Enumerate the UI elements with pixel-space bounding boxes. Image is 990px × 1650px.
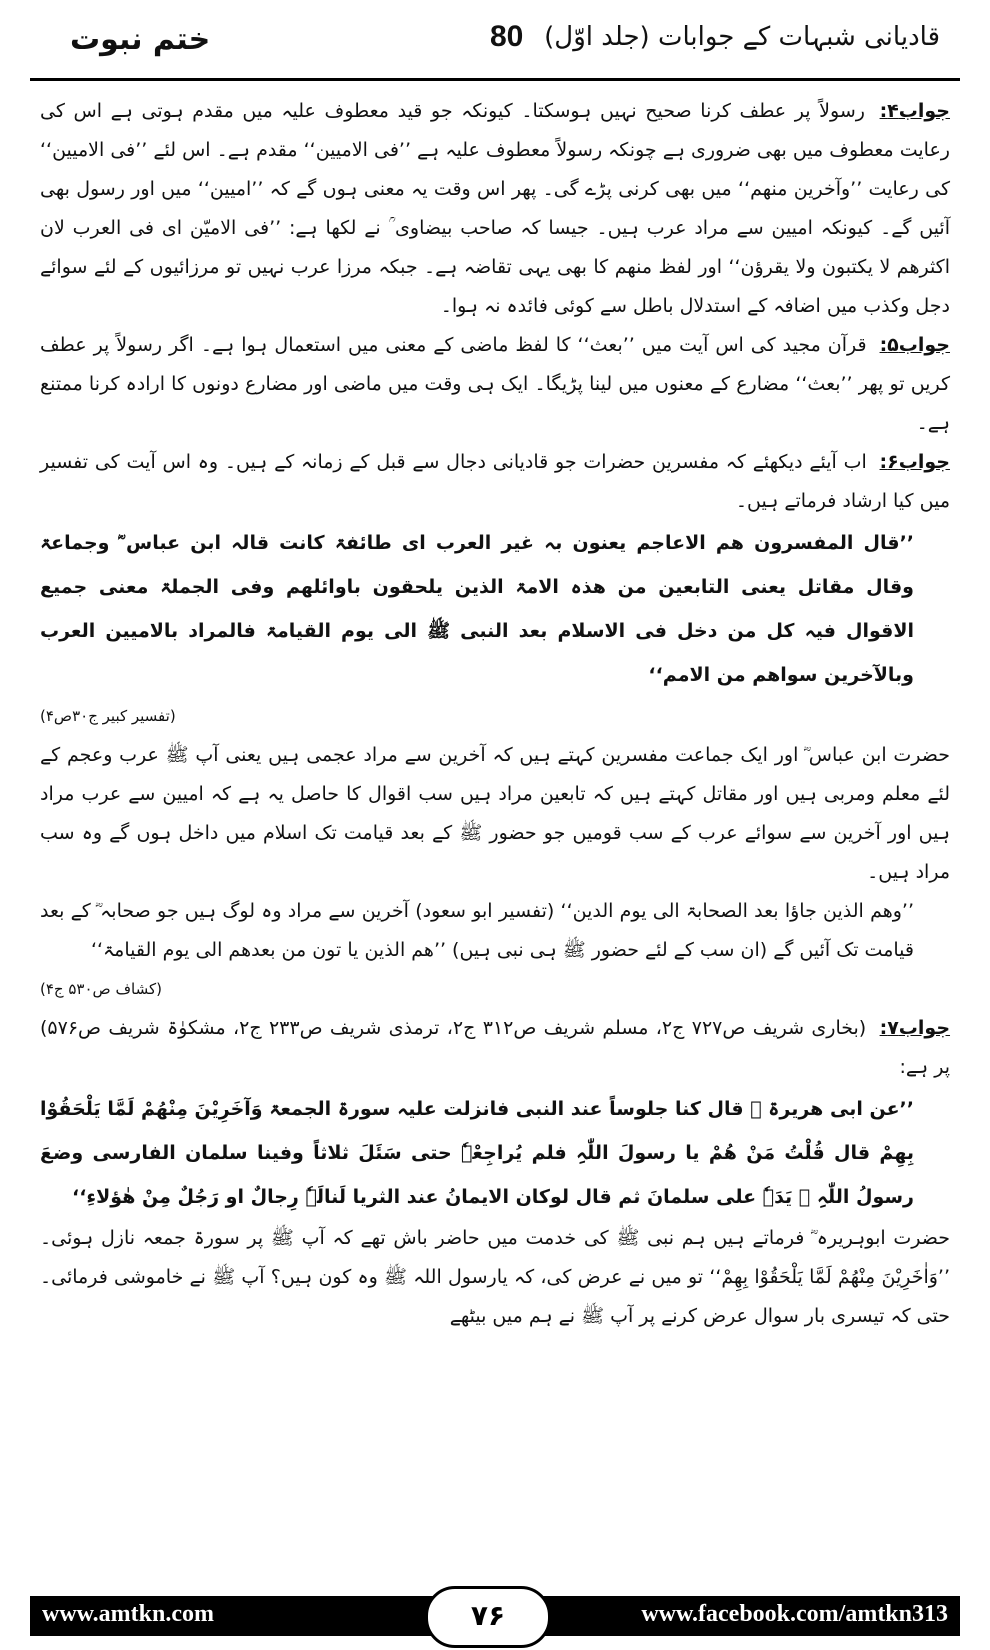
quote-kashshaf-reference: (کشاف ص۵۳۰ ج۴)	[40, 980, 162, 998]
book-title: قادیانی شبہات کے جوابات (جلد اوّل)	[544, 22, 940, 52]
website-link[interactable]: www.amtkn.com	[42, 1601, 214, 1627]
page-header	[30, 14, 960, 74]
translation-hadith: حضرت ابوہریرہ ؓ فرماتے ہیں ہم نبی ﷺ کی خدمت میں حاضر باش تھے کہ آپ ﷺ پر سورۃ جمعہ نازل ہوئی۔ ’’وَاٰخَرِیْنَ مِنْھُمْ لَمَّا یَلْحَقُوْا بِھِمْ‘‘ تو میں نے عرض کی، کہ یارسول اللہ ﷺ وہ کون ہیں؟ آپ ﷺ نے خاموشی فرمائی۔ حتی کہ تیسری بار سوال عرض کرنے پر آپ ﷺ نے ہم میں بیٹھے	[40, 1227, 950, 1327]
quote-abu-saud: ’’وھم الذین جاؤا بعد الصحابۃ الی یوم الدین‘‘ (تفسیر ابو سعود) آخرین سے مراد وہ لوگ ہیں جو صحابہ ؓ کے بعد قیامت تک آئیں گے (ان سب کے لئے حضور ﷺ ہی نبی ہیں) ’’ھم الذین یا تون من بعدھم الی یوم القیامۃ‘‘	[40, 900, 914, 961]
page-footer	[30, 1596, 960, 1636]
header-rule	[30, 78, 960, 81]
quote-tafsir-kabir-reference: (تفسیر کبیر ج۳۰ص۴)	[40, 707, 176, 725]
answer-6-text: اب آیئے دیکھئے کہ مفسرین حضرات جو قادیانی دجال سے قبل کے زمانہ کے ہیں۔ وہ اس آیت کی تفسیر میں کیا ارشاد فرماتے ہیں۔	[40, 451, 950, 512]
quote-tafsir-kabir: ’’قال المفسرون ھم الاعاجم یعنون بہ غیر العرب ای طائفۃ کانت قالہ ابن عباس ؓ وجماعۃ وقال مقاتل یعنی التابعین من ھذہ الامۃ الذین یلحقون باوائلھم وفی الجملۃ معنی جمیع الاقوال فیہ کل من دخل فی الاسلام بعد النبی ﷺ الی یوم القیامۃ فالمراد بالامیین العرب وبالآخرین سواھم من الامم‘‘	[40, 532, 914, 686]
answer-6	[40, 443, 950, 521]
book-series-title: ختم نبوت	[70, 22, 211, 57]
facebook-link[interactable]: www.facebook.com/amtkn313	[641, 1601, 948, 1627]
answer-7-label: جواب۷:	[879, 1017, 951, 1039]
answer-5-text: قرآن مجید کی اس آیت میں ’’بعث‘‘ کا لفظ ماضی کے معنی میں استعمال ہوا ہے۔ اگر رسولاً پر عطف کریں تو پھر ’’بعث‘‘ مضارع کے معنوں میں لینا پڑیگا۔ ایک ہی وقت میں ماضی اور مضارع دونوں کا ارادہ کرنا ممتنع ہے۔	[40, 334, 950, 434]
answer-4-label: جواب۴:	[879, 100, 950, 122]
quote-hadith-abu-hurairah: ’’عن ابی ھریرۃ ؓ قال کنا جلوساً عند النبی فانزلت علیہ سورۃ الجمعۃ وَآخَرِیْنَ مِنْھُمْ لَمَّا یَلْحَقُوْا بِھِمْ قال قُلْتُ مَنْ ھُمْ یا رسولَ اللّٰہِ فلم یُراجِعْہٗ حتی سَئَلَ ثلاثاً وفینا سلمان الفارسی وضعَ رسولُ اللّٰہِ ﷺ یَدَہٗ علی سلمانَ ثم قال لوکان الایمانُ عند الثریا لَنالَہٗ رِجالٌ او رَجُلٌ مِنْ ھٰؤلاءِ‘‘	[40, 1098, 914, 1208]
answer-5-label: جواب۵:	[879, 334, 950, 356]
answer-4-text: رسولاً پر عطف کرنا صحیح نہیں ہوسکتا۔ کیونکہ جو قید معطوف علیہ میں مقدم ہوتی ہے اس کی رعایت معطوف میں بھی ضروری ہے چونکہ رسولاً معطوف علیہ ہے ’’فی الامیین‘‘ مقدم ہے۔ اس لئے ’’فی الامیین‘‘ کی رعایت ’’وآخرین منھم‘‘ میں بھی کرنی پڑے گی۔ پھر اس وقت یہ معنی ہوں گے کہ ’’امیین‘‘ میں اور رسول بھی آئیں گے۔ کیونکہ امیین سے مراد عرب ہیں۔ جیسا کہ صاحب بیضاوی ؒ نے لکھا ہے: ’’فی الامیّن ای فی العرب لان اکثرھم لا یکتبون ولا یقرؤن‘‘ اور لفظ منھم کا بھی یہی تقاضہ ہے۔ جبکہ مرزا عرب نہیں تو مرزائیوں کے لئے سوائے دجل وکذب میں اضافہ کے استدلال باطل سے کوئی فائدہ نہ ہوا۔	[40, 100, 950, 317]
translation-tafsir-kabir: حضرت ابن عباس ؓ اور ایک جماعت مفسرین کہتے ہیں کہ آخرین سے مراد عجمی ہیں یعنی آپ ﷺ عرب وعجم کے لئے معلم ومربی ہیں اور مقاتل کہتے ہیں کہ تابعین مراد ہیں سب اقوال کا حاصل یہ ہے کہ امیین سے عرب مراد ہیں اور آخرین سے سوائے عرب کے سب قومیں جو حضور ﷺ کے بعد قیامت تک اسلام میں داخل ہوں گے وہ سب مراد ہیں۔	[40, 744, 950, 883]
header-page-number: 80	[490, 20, 524, 53]
answer-5	[40, 326, 950, 443]
answer-4	[40, 92, 950, 326]
page-body	[40, 92, 950, 1336]
answer-7-text: (بخاری شریف ص۷۲۷ ج۲، مسلم شریف ص۳۱۲ ج۲، ترمذی شریف ص۲۳۳ ج۲، مشکوٰۃ شریف ص۵۷۶) پر ہے:	[40, 1017, 950, 1078]
answer-7	[40, 1009, 950, 1087]
footer-page-number: ۷۶	[425, 1586, 551, 1648]
answer-6-label: جواب۶:	[879, 451, 950, 473]
